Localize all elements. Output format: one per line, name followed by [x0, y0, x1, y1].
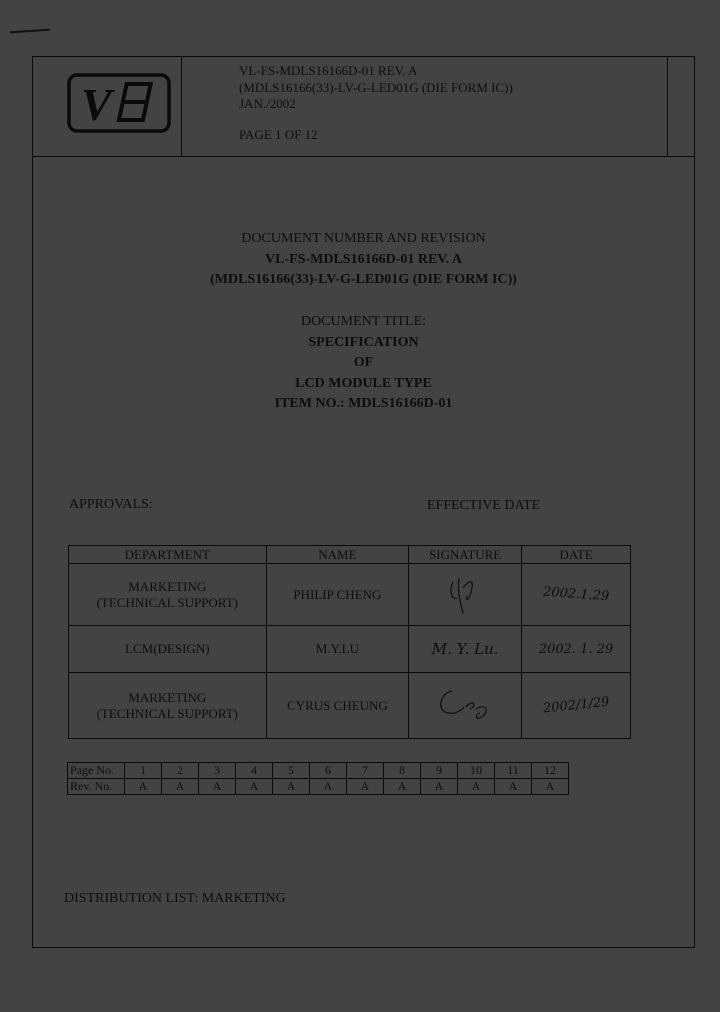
page-no-cell: 2 [162, 763, 199, 779]
name-cell: PHILIP CHENG [266, 564, 409, 626]
date-cell [522, 626, 631, 673]
department-cell [69, 564, 267, 626]
header-signature: SIGNATURE [409, 546, 522, 564]
revision-row [68, 779, 569, 795]
page-no-label: Page No. [68, 763, 125, 779]
rev-cell: A [421, 779, 458, 795]
page-no-cell: 10 [458, 763, 495, 779]
department-line1: MARKETING [128, 578, 207, 594]
doc-number-sub: (MDLS16166(33)-LV-G-LED01G (DIE FORM IC)) [210, 272, 517, 287]
page-no-cell: 1 [125, 763, 162, 779]
header-page: PAGE 1 OF 12 [239, 126, 318, 142]
page-no-cell: 11 [495, 763, 532, 779]
doc-title-line3: LCD MODULE TYPE [295, 375, 432, 391]
approvals-label: APPROVALS: [69, 497, 153, 512]
doc-title-heading: DOCUMENT TITLE: [300, 314, 427, 329]
page-no-cell: 9 [421, 763, 458, 779]
header-date: DATE [522, 546, 631, 564]
rev-cell: A [162, 779, 199, 795]
rev-cell: A [532, 779, 569, 795]
table-row [69, 626, 631, 673]
effective-date-label: EFFECTIVE DATE [427, 498, 541, 513]
stray-pen-mark [10, 29, 50, 34]
page-no-cell: 8 [384, 763, 421, 779]
rev-cell: A [495, 779, 532, 795]
page-no-cell: 5 [273, 763, 310, 779]
header-doc-number: VL-FS-MDLS16166D-01 REV. A [239, 63, 418, 78]
name-cell: M.Y.LU [266, 626, 409, 673]
page-no-cell: 4 [236, 763, 273, 779]
distribution-list: DISTRIBUTION LIST: MARKETING [64, 891, 286, 906]
rev-cell: A [236, 779, 273, 795]
table-row [69, 564, 631, 626]
page-number-row [68, 763, 569, 779]
doc-title-line2: OF [353, 355, 374, 370]
rev-cell: A [347, 779, 384, 795]
header-info [239, 63, 513, 143]
document-frame [32, 56, 695, 948]
page-no-cell: 6 [310, 763, 347, 779]
rev-cell: A [384, 779, 421, 795]
header-doc-sub: (MDLS16166(33)-LV-G-LED01G (DIE FORM IC)) [239, 79, 513, 95]
page-no-cell: 12 [532, 763, 569, 779]
document-header [33, 57, 694, 157]
signature-cell [409, 673, 522, 739]
table-row [69, 673, 631, 739]
rev-no-label: Rev. No. [68, 779, 125, 795]
doc-number-block [33, 229, 694, 291]
name-cell: CYRUS CHEUNG [266, 673, 409, 739]
header-department: DEPARTMENT [69, 546, 267, 564]
signature-handwritten: M. Y. Lu. [431, 639, 499, 658]
svg-text:V: V [81, 79, 112, 130]
rev-cell: A [458, 779, 495, 795]
header-date: JAN./2002 [239, 96, 296, 111]
date-handwritten: 2002/1/29 [542, 694, 610, 717]
department-line1: MARKETING [128, 689, 207, 705]
department-line2: (TECHNICAL SUPPORT) [96, 705, 238, 721]
date-cell [522, 564, 631, 626]
handwritten-signature [430, 681, 500, 727]
company-logo [67, 73, 171, 133]
department-line2: (TECHNICAL SUPPORT) [96, 594, 238, 610]
signature-cell [409, 564, 522, 626]
page-no-cell: 7 [347, 763, 384, 779]
date-handwritten: 2002.1.29 [542, 584, 610, 605]
page-revision-table [67, 762, 569, 795]
rev-cell: A [273, 779, 310, 795]
rev-cell: A [310, 779, 347, 795]
doc-title-line1: SPECIFICATION [308, 334, 419, 350]
approval-table [68, 545, 631, 739]
doc-title-item: ITEM NO.: MDLS16166D-01 [274, 396, 453, 411]
department-cell [69, 673, 267, 739]
department-cell [69, 626, 267, 673]
rev-cell: A [125, 779, 162, 795]
date-cell [522, 673, 631, 739]
rev-cell: A [199, 779, 236, 795]
doc-title-block [33, 312, 694, 415]
date-handwritten: 2002. 1. 29 [538, 641, 614, 657]
page-no-cell: 3 [199, 763, 236, 779]
header-name: NAME [266, 546, 409, 564]
approval-header-row [69, 546, 631, 564]
handwritten-signature [435, 570, 495, 616]
logo-cell [33, 57, 182, 156]
department-line1: LCM(DESIGN) [125, 641, 210, 656]
doc-number: VL-FS-MDLS16166D-01 REV. A [265, 251, 462, 267]
signature-cell [409, 626, 522, 673]
doc-number-heading: DOCUMENT NUMBER AND REVISION [241, 231, 486, 246]
